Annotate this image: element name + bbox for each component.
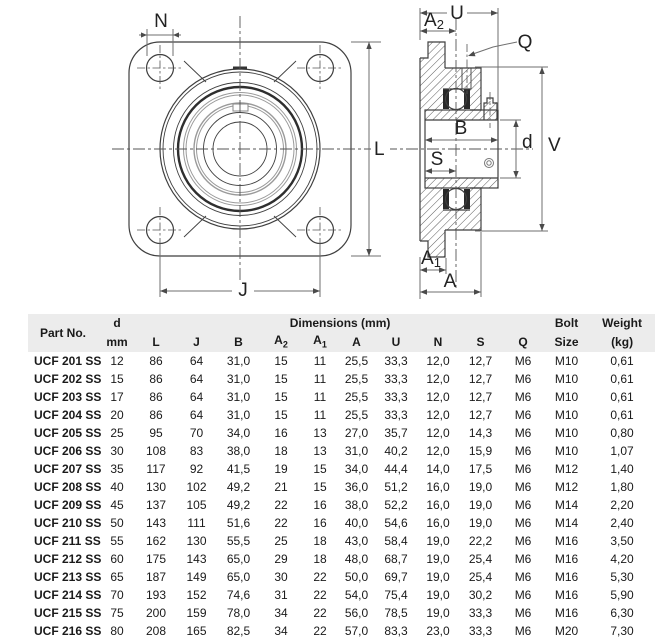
- cell-N: 12,0: [426, 389, 450, 404]
- cell-A1: 15: [313, 461, 327, 476]
- cell-L: 193: [145, 587, 167, 602]
- cell-d: 70: [110, 587, 124, 602]
- cell-B: 31,0: [226, 407, 251, 422]
- set-screw-front: [233, 104, 248, 111]
- cell-bolt: M16: [554, 587, 579, 602]
- cell-d: 80: [110, 623, 124, 638]
- cell-S: 33,3: [468, 623, 493, 638]
- cell-B: 82,5: [226, 623, 251, 638]
- technical-drawing: [0, 0, 657, 312]
- cell-N: 12,0: [426, 443, 450, 458]
- cell-L: 117: [146, 461, 166, 476]
- cell-d: 75: [110, 605, 124, 620]
- cell-J: 105: [186, 497, 207, 512]
- cell-A1: 11: [313, 389, 327, 404]
- header-L: L: [136, 333, 176, 352]
- cell-A2: 31: [274, 587, 288, 602]
- cell-L: 86: [149, 407, 163, 422]
- cell-S: 19,0: [468, 515, 493, 530]
- cell-d: 45: [110, 497, 124, 512]
- cell-N: 19,0: [426, 587, 450, 602]
- cell-J: 102: [186, 479, 207, 494]
- table-row: [28, 604, 655, 622]
- table-row: [28, 388, 655, 406]
- cell-bolt: M14: [554, 515, 579, 530]
- cell-N: 16,0: [426, 479, 450, 494]
- cell-L: 108: [145, 443, 167, 458]
- cell-weight: 5,30: [610, 569, 634, 584]
- cell-weight: 1,40: [610, 461, 634, 476]
- table-row: [28, 568, 655, 586]
- cell-weight: 2,20: [610, 497, 634, 512]
- cell-bolt: M14: [554, 497, 579, 512]
- cell-A: 57,0: [344, 623, 369, 638]
- dim-label-A2: A2: [424, 10, 444, 32]
- cell-L: 200: [145, 605, 167, 620]
- cell-part: UCF 210 SS: [34, 515, 102, 530]
- cell-A2: 15: [274, 353, 288, 368]
- cell-S: 25,4: [468, 551, 493, 566]
- cell-J: 130: [186, 533, 207, 548]
- cell-L: 95: [149, 425, 163, 440]
- header-Q: Q: [502, 333, 544, 352]
- cell-L: 86: [149, 371, 163, 386]
- header-U: U: [375, 333, 417, 352]
- cell-bolt: M12: [554, 461, 579, 476]
- cell-bolt: M10: [554, 407, 579, 422]
- cell-U: 44,4: [384, 461, 408, 476]
- cell-d: 60: [110, 551, 124, 566]
- cell-L: 187: [145, 569, 167, 584]
- cell-part: UCF 216 SS: [34, 623, 102, 638]
- cell-J: 64: [189, 407, 204, 422]
- cell-B: 55,5: [226, 533, 251, 548]
- cell-A1: 11: [313, 353, 327, 368]
- dim-label-B: B: [454, 118, 468, 139]
- cell-Q: M6: [514, 605, 532, 620]
- cell-A: 27,0: [344, 425, 369, 440]
- cell-weight: 0,61: [610, 407, 634, 422]
- cell-part: UCF 215 SS: [34, 605, 102, 620]
- cell-bolt: M10: [554, 371, 579, 386]
- cell-L: 208: [145, 623, 167, 638]
- header-weight: Weight: [589, 314, 655, 333]
- cell-d: 15: [110, 371, 124, 386]
- cell-weight: 7,30: [610, 623, 634, 638]
- cell-d: 30: [110, 443, 124, 458]
- cell-J: 111: [187, 515, 206, 530]
- cell-S: 25,4: [468, 569, 493, 584]
- cell-bolt: M10: [554, 443, 579, 458]
- cell-J: 159: [186, 605, 207, 620]
- cell-S: 30,2: [468, 587, 493, 602]
- cell-A: 36,0: [344, 479, 369, 494]
- cell-A1: 11: [313, 371, 327, 386]
- section-view: [413, 3, 561, 299]
- table-row: [28, 460, 655, 478]
- header-weight-kg: (kg): [589, 333, 655, 352]
- cell-weight: 3,50: [610, 533, 634, 548]
- cell-d: 40: [110, 479, 124, 494]
- header-bolt: Bolt: [544, 314, 589, 333]
- cell-U: 33,3: [384, 353, 408, 368]
- cell-part: UCF 214 SS: [34, 587, 102, 602]
- cell-A: 38,0: [344, 497, 369, 512]
- cell-U: 69,7: [384, 569, 408, 584]
- cell-J: 165: [186, 623, 207, 638]
- dim-label-L: L: [374, 139, 385, 160]
- cell-N: 12,0: [426, 371, 450, 386]
- header-bolt-size: Size: [544, 333, 589, 352]
- cell-B: 31,0: [226, 389, 251, 404]
- cell-part: UCF 204 SS: [34, 407, 102, 422]
- cell-N: 12,0: [426, 425, 450, 440]
- header-mm: mm: [98, 333, 136, 352]
- cell-N: 12,0: [426, 407, 450, 422]
- cell-A: 43,0: [344, 533, 369, 548]
- cell-A: 25,5: [344, 353, 369, 368]
- dim-label-A: A: [443, 271, 457, 292]
- cell-A2: 22: [274, 515, 288, 530]
- cell-U: 75,4: [384, 587, 408, 602]
- cell-A1: 22: [313, 569, 327, 584]
- cell-A1: 18: [313, 533, 327, 548]
- cell-B: 49,2: [226, 497, 251, 512]
- cell-d: 65: [110, 569, 124, 584]
- cell-Q: M6: [514, 443, 532, 458]
- cell-bolt: M16: [554, 533, 579, 548]
- cell-bolt: M20: [554, 623, 579, 638]
- cell-L: 86: [149, 389, 163, 404]
- cell-A1: 13: [313, 443, 327, 458]
- cell-part: UCF 202 SS: [34, 371, 102, 386]
- cell-J: 83: [189, 443, 204, 458]
- dim-B: [425, 118, 498, 143]
- cell-N: 14,0: [426, 461, 450, 476]
- cell-U: 52,2: [384, 497, 408, 512]
- cell-A2: 25: [274, 533, 288, 548]
- cell-S: 12,7: [468, 371, 493, 386]
- cell-bolt: M10: [554, 389, 579, 404]
- cell-part: UCF 212 SS: [34, 551, 102, 566]
- cell-Q: M6: [514, 497, 532, 512]
- cell-N: 23,0: [426, 623, 450, 638]
- cell-d: 55: [110, 533, 124, 548]
- cell-A2: 30: [274, 569, 288, 584]
- header-dimensions-group: Dimensions (mm): [136, 314, 544, 333]
- cell-bolt: M12: [554, 479, 579, 494]
- cell-d: 12: [110, 353, 124, 368]
- header-part-no: Part No.: [28, 314, 98, 352]
- cell-Q: M6: [514, 515, 532, 530]
- cell-B: 51,6: [226, 515, 251, 530]
- table-row: [28, 406, 655, 424]
- dim-Q: [468, 32, 532, 56]
- table-row: [28, 622, 655, 640]
- cell-part: UCF 213 SS: [34, 569, 102, 584]
- cell-d: 20: [110, 407, 124, 422]
- cell-Q: M6: [514, 569, 532, 584]
- table-row: [28, 496, 655, 514]
- cell-J: 64: [189, 389, 204, 404]
- cell-A: 25,5: [344, 407, 369, 422]
- cell-S: 15,9: [468, 443, 493, 458]
- cell-A1: 11: [313, 407, 327, 422]
- cell-N: 19,0: [426, 605, 450, 620]
- cell-A: 31,0: [344, 443, 369, 458]
- cell-Q: M6: [514, 587, 532, 602]
- cell-A1: 22: [313, 587, 327, 602]
- cell-A1: 22: [313, 623, 327, 638]
- cell-J: 92: [189, 461, 204, 476]
- cell-U: 54,6: [384, 515, 408, 530]
- dim-label-A1: A1: [421, 248, 441, 270]
- cell-bolt: M16: [554, 605, 579, 620]
- cell-Q: M6: [514, 407, 532, 422]
- cell-weight: 0,61: [610, 371, 634, 386]
- cell-N: 16,0: [426, 515, 450, 530]
- dimensions-table: [28, 314, 655, 640]
- cell-A2: 18: [274, 443, 288, 458]
- cell-A2: 16: [274, 425, 288, 440]
- cell-weight: 4,20: [610, 551, 634, 566]
- header-J: J: [176, 333, 217, 352]
- cell-U: 40,2: [384, 443, 408, 458]
- cell-B: 49,2: [226, 479, 251, 494]
- header-A1: $A_1$: [302, 333, 338, 352]
- cell-part: UCF 207 SS: [34, 461, 102, 476]
- cell-N: 19,0: [426, 551, 450, 566]
- cell-U: 58,4: [384, 533, 408, 548]
- cell-N: 12,0: [426, 353, 450, 368]
- cell-A2: 15: [274, 407, 288, 422]
- cell-Q: M6: [514, 389, 532, 404]
- cell-A: 40,0: [344, 515, 369, 530]
- cell-A2: 21: [274, 479, 288, 494]
- cell-B: 31,0: [226, 371, 251, 386]
- cell-N: 19,0: [426, 533, 450, 548]
- cell-U: 83,3: [384, 623, 408, 638]
- cell-S: 12,7: [468, 353, 493, 368]
- cell-A1: 22: [313, 605, 327, 620]
- cell-U: 51,2: [384, 479, 408, 494]
- cell-A2: 34: [274, 623, 288, 638]
- dim-label-V: V: [548, 135, 561, 156]
- table-row: [28, 532, 655, 550]
- cell-B: 65,0: [226, 551, 251, 566]
- cell-A2: 15: [274, 371, 288, 386]
- table-row: [28, 442, 655, 460]
- cell-J: 70: [189, 425, 204, 440]
- cell-A2: 34: [274, 605, 288, 620]
- cell-part: UCF 205 SS: [34, 425, 102, 440]
- cell-bolt: M16: [554, 551, 579, 566]
- cell-B: 78,0: [226, 605, 251, 620]
- cell-A1: 13: [313, 425, 327, 440]
- cell-L: 175: [145, 551, 167, 566]
- cell-Q: M6: [514, 425, 532, 440]
- header-d: d: [98, 314, 136, 333]
- cell-weight: 0,61: [610, 389, 634, 404]
- header-A2: $A_2$: [260, 333, 302, 352]
- cell-A2: 22: [274, 497, 288, 512]
- table-row: [28, 352, 655, 370]
- cell-weight: 0,61: [610, 353, 634, 368]
- cell-A: 48,0: [344, 551, 369, 566]
- cell-S: 12,7: [468, 407, 493, 422]
- cell-U: 78,5: [384, 605, 408, 620]
- header-S: S: [459, 333, 502, 352]
- cell-A: 56,0: [344, 605, 369, 620]
- cell-d: 17: [110, 389, 124, 404]
- dim-label-S: S: [430, 149, 444, 170]
- header-B: B: [217, 333, 260, 352]
- cell-A2: 19: [274, 461, 288, 476]
- table-row: [28, 424, 655, 442]
- table-row: [28, 478, 655, 496]
- cell-L: 137: [145, 497, 167, 512]
- cell-B: 38,0: [226, 443, 251, 458]
- cell-U: 68,7: [384, 551, 408, 566]
- cell-S: 12,7: [468, 389, 493, 404]
- cell-J: 152: [186, 587, 207, 602]
- cell-Q: M6: [514, 461, 532, 476]
- cell-L: 86: [149, 353, 163, 368]
- cell-N: 16,0: [426, 497, 450, 512]
- cell-Q: M6: [514, 623, 532, 638]
- dim-d: [500, 120, 533, 178]
- cell-B: 74,6: [226, 587, 251, 602]
- cell-d: 35: [110, 461, 124, 476]
- header-N: N: [417, 333, 459, 352]
- cell-B: 65,0: [226, 569, 251, 584]
- cell-weight: 2,40: [610, 515, 634, 530]
- table-header: [28, 314, 655, 352]
- cell-part: UCF 201 SS: [34, 353, 102, 368]
- cell-B: 41,5: [226, 461, 251, 476]
- cell-part: UCF 209 SS: [34, 497, 102, 512]
- dim-S: [425, 149, 456, 174]
- cell-Q: M6: [514, 371, 532, 386]
- cell-A1: 16: [313, 497, 327, 512]
- table-row: [28, 370, 655, 388]
- cell-L: 130: [145, 479, 167, 494]
- header-A: A: [338, 333, 375, 352]
- cell-B: 31,0: [226, 353, 251, 368]
- cell-S: 22,2: [468, 533, 493, 548]
- cell-A: 54,0: [344, 587, 369, 602]
- table-body: [28, 352, 655, 640]
- cell-B: 34,0: [226, 425, 251, 440]
- cell-bolt: M10: [554, 425, 579, 440]
- cell-S: 33,3: [468, 605, 493, 620]
- dim-label-N: N: [154, 11, 168, 32]
- cell-bolt: M16: [554, 569, 579, 584]
- cell-bolt: M10: [554, 353, 579, 368]
- cell-weight: 1,80: [610, 479, 634, 494]
- cell-A1: 18: [313, 551, 327, 566]
- cell-J: 143: [186, 551, 207, 566]
- cell-J: 64: [189, 353, 204, 368]
- cell-A: 25,5: [344, 389, 369, 404]
- cell-A2: 15: [274, 389, 288, 404]
- cell-U: 35,7: [384, 425, 408, 440]
- cell-N: 19,0: [426, 569, 450, 584]
- cell-J: 149: [186, 569, 207, 584]
- cell-S: 14,3: [468, 425, 493, 440]
- table-row: [28, 550, 655, 568]
- cell-part: UCF 203 SS: [34, 389, 102, 404]
- dim-label-Q: Q: [517, 32, 533, 53]
- cell-A: 34,0: [344, 461, 369, 476]
- dim-label-d: d: [522, 132, 533, 153]
- cell-part: UCF 211 SS: [34, 533, 101, 548]
- cell-S: 17,5: [468, 461, 493, 476]
- cell-J: 64: [189, 371, 204, 386]
- cell-Q: M6: [514, 533, 532, 548]
- cell-A1: 15: [313, 479, 327, 494]
- cell-A: 25,5: [344, 371, 369, 386]
- cell-part: UCF 206 SS: [34, 443, 102, 458]
- dim-label-U: U: [450, 3, 464, 24]
- cell-weight: 5,90: [610, 587, 634, 602]
- cell-S: 19,0: [468, 497, 493, 512]
- cell-weight: 1,07: [610, 443, 634, 458]
- cell-d: 50: [110, 515, 124, 530]
- cell-Q: M6: [514, 551, 532, 566]
- cell-A2: 29: [274, 551, 288, 566]
- cell-L: 143: [145, 515, 167, 530]
- cell-d: 25: [110, 425, 124, 440]
- cell-Q: M6: [514, 353, 532, 368]
- cell-weight: 6,30: [610, 605, 634, 620]
- cell-A1: 16: [313, 515, 327, 530]
- set-screw-hole: [485, 159, 494, 168]
- cell-L: 162: [145, 533, 167, 548]
- cell-U: 33,3: [384, 407, 408, 422]
- cell-S: 19,0: [468, 479, 493, 494]
- table-row: [28, 514, 655, 532]
- cell-U: 33,3: [384, 371, 408, 386]
- cell-weight: 0,80: [610, 425, 634, 440]
- cell-A: 50,0: [344, 569, 369, 584]
- cell-part: UCF 208 SS: [34, 479, 102, 494]
- cell-Q: M6: [514, 479, 532, 494]
- cell-U: 33,3: [384, 389, 408, 404]
- dim-label-J: J: [238, 280, 248, 301]
- table-row: [28, 586, 655, 604]
